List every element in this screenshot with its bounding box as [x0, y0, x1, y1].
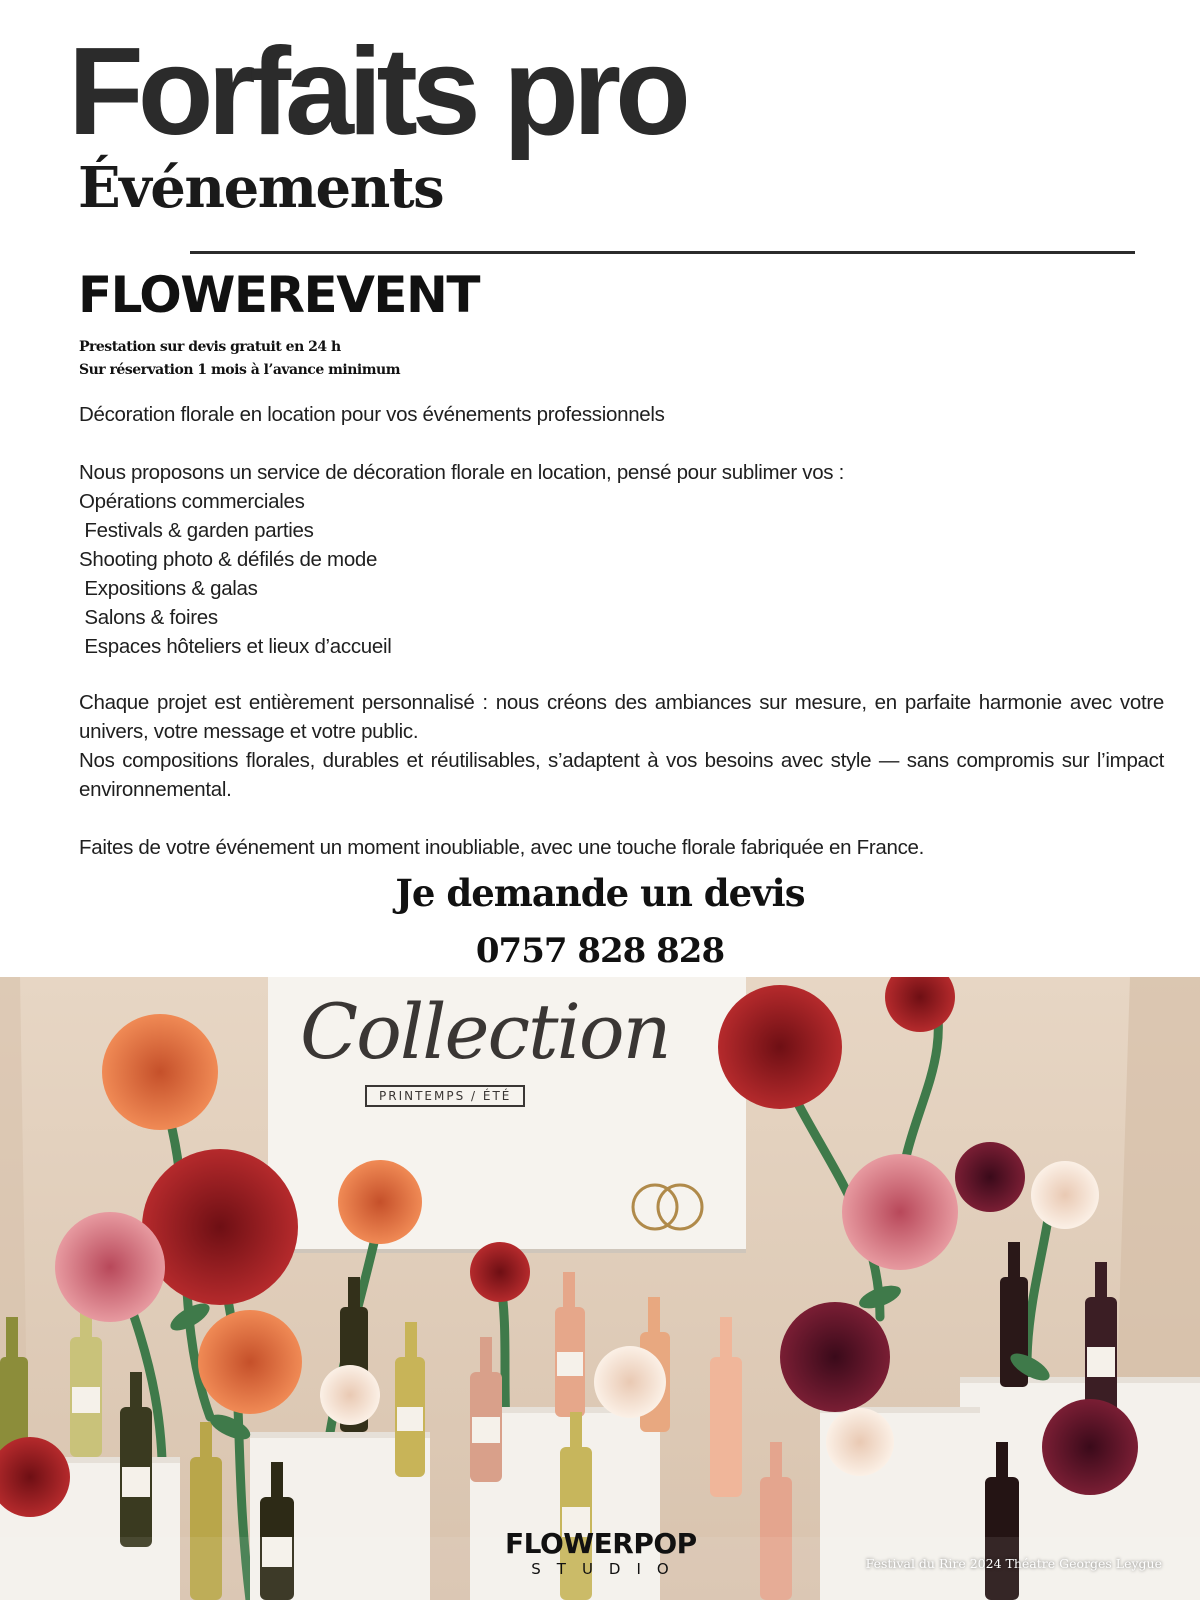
sustainability-paragraph: Nos compositions florales, durables et réutilisables, s’adaptent à vos besoins avec style — sans compromis sur l’impact environnemental.: [79, 749, 1164, 801]
list-item: Espaces hôteliers et lieux d’accueil: [79, 635, 392, 658]
condition-reservation: Sur réservation 1 mois à l’avance minimum: [79, 362, 401, 378]
page-subtitle: Événements: [78, 155, 444, 221]
sign-season-tag: PRINTEMPS / ÉTÉ: [365, 1085, 525, 1107]
flowerpop-logo: [505, 1527, 697, 1578]
list-item: Shooting photo & défilés de mode: [79, 548, 378, 571]
photo-caption: Festival du Rire 2024 Théatre Georges Leygue: [865, 1556, 1162, 1571]
phone-number-link[interactable]: 0757 828 828: [475, 931, 725, 971]
sign-collection-word: Collection: [300, 987, 670, 1076]
closing-text: Faites de votre événement un moment inoubliable, avec une touche florale fabriquée en France.: [79, 836, 925, 859]
services-list: [79, 487, 392, 661]
brand-heading: FLOWEREVENT: [78, 266, 480, 324]
list-item: Festivals & garden parties: [79, 519, 314, 542]
event-photo: [0, 977, 1200, 1600]
logo-wordmark: FLOWERPOP: [505, 1527, 697, 1560]
quote-request-link[interactable]: Je demande un devis: [395, 871, 805, 915]
intro-text: Décoration florale en location pour vos événements professionnels: [79, 403, 665, 426]
page-title: Forfaits pro: [68, 23, 685, 161]
list-item: Expositions & galas: [79, 577, 258, 600]
logo-subtitle: STUDIO: [531, 1560, 685, 1578]
list-item: Opérations commerciales: [79, 490, 305, 513]
lead-text: Nous proposons un service de décoration florale en location, pensé pour sublimer vos :: [79, 461, 845, 484]
condition-quote: Prestation sur devis gratuit en 24 h: [79, 339, 341, 355]
personalisation-paragraph: Chaque projet est entièrement personnalisé : nous créons des ambiances sur mesure, en parfaite harmonie avec votre univers, votre message et votre public.: [79, 691, 1164, 743]
divider-line: [190, 251, 1135, 254]
list-item: Salons & foires: [79, 606, 218, 629]
